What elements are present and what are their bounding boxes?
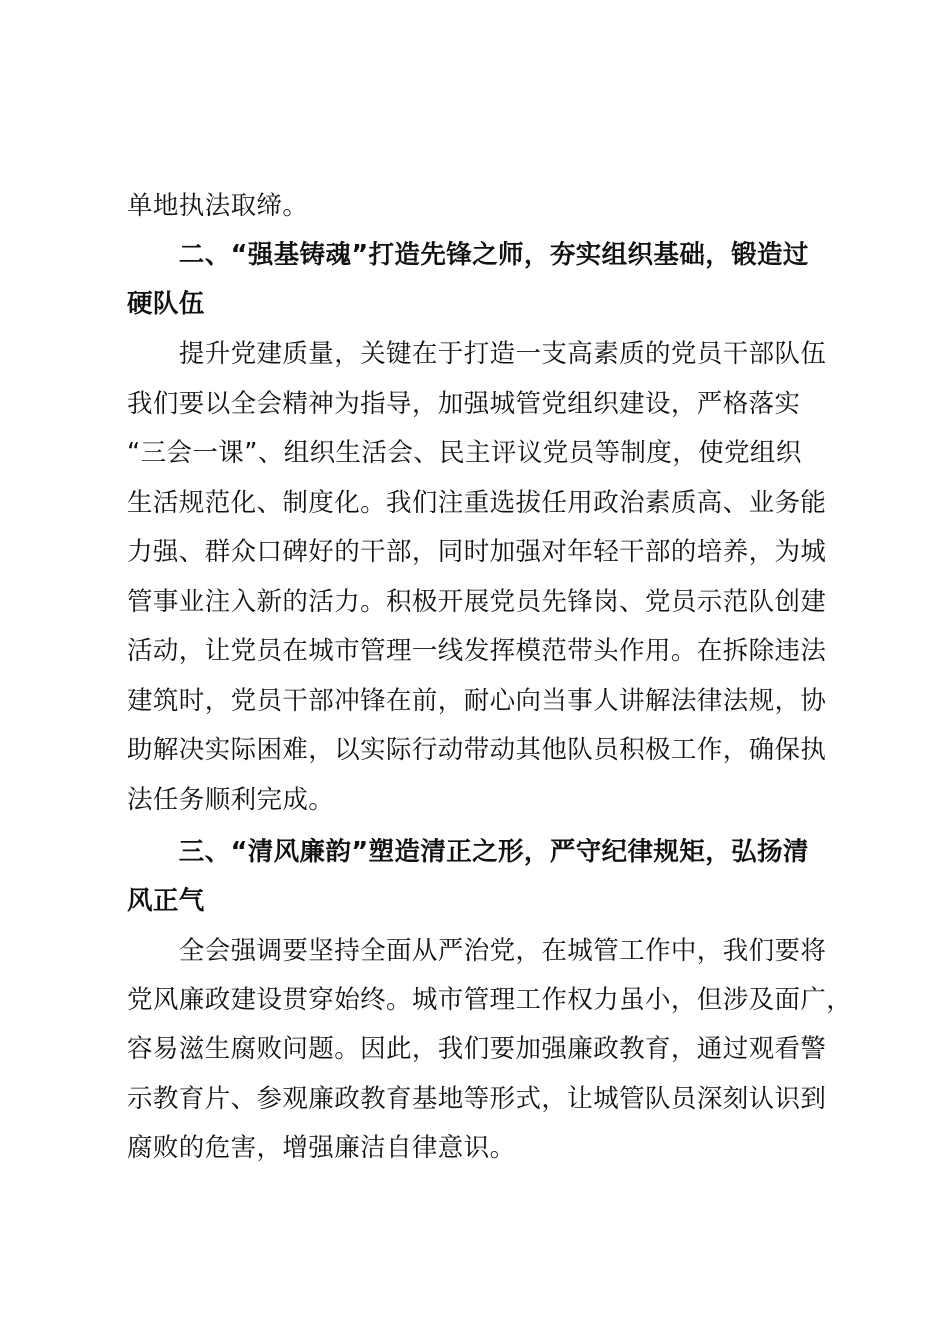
- text-line-7: 生活规范化、制度化。我们注重选拔任用政治素质高、业务能: [127, 488, 827, 518]
- text-line-18: 容易滋生腐败问题。因此，我们要加强廉政教育，通过观看警: [127, 1034, 827, 1064]
- text-line-6: “三会一课”、组织生活会、民主评议党员等制度，使党组织: [127, 438, 802, 468]
- section-heading-2-line-2: 硬队伍: [127, 289, 205, 319]
- text-line-9: 管事业注入新的活力。积极开展党员先锋岗、党员示范队创建: [127, 587, 827, 617]
- text-line-10: 活动，让党员在城市管理一线发挥模范带头作用。在拆除违法: [127, 636, 827, 666]
- text-line-19: 示教育片、参观廉政教育基地等形式，让城管队员深刻认识到: [127, 1084, 827, 1114]
- text-line-8: 力强、群众口碑好的干部，同时加强对年轻干部的培养，为城: [127, 537, 827, 567]
- section-heading-3-line-2: 风正气: [127, 886, 205, 916]
- text-line-17: 党风廉政建设贯穿始终。城市管理工作权力虽小，但涉及面广，: [127, 985, 853, 1015]
- section-heading-2-line-1: 二、“强基铸魂”打造先锋之师，夯实组织基础，锻造过: [127, 240, 809, 270]
- text-line-13: 法任务顺利完成。: [127, 785, 335, 815]
- text-line-1: 单地执法取缔。: [127, 191, 309, 221]
- section-heading-3-line-1: 三、“清风廉韵”塑造清正之形，严守纪律规矩，弘扬清: [127, 837, 809, 867]
- text-line-5: 我们要以全会精神为指导，加强城管党组织建设，严格落实: [127, 389, 801, 419]
- text-line-20: 腐败的危害，增强廉洁自律意识。: [127, 1133, 516, 1163]
- text-line-12: 助解决实际困难，以实际行动带动其他队员积极工作，确保执: [127, 735, 827, 765]
- text-line-4: 提升党建质量，关键在于打造一支高素质的党员干部队伍: [127, 339, 827, 369]
- text-line-11: 建筑时，党员干部冲锋在前，耐心向当事人讲解法律法规，协: [127, 686, 827, 716]
- text-line-16: 全会强调要坚持全面从严治党，在城管工作中，我们要将: [127, 936, 827, 966]
